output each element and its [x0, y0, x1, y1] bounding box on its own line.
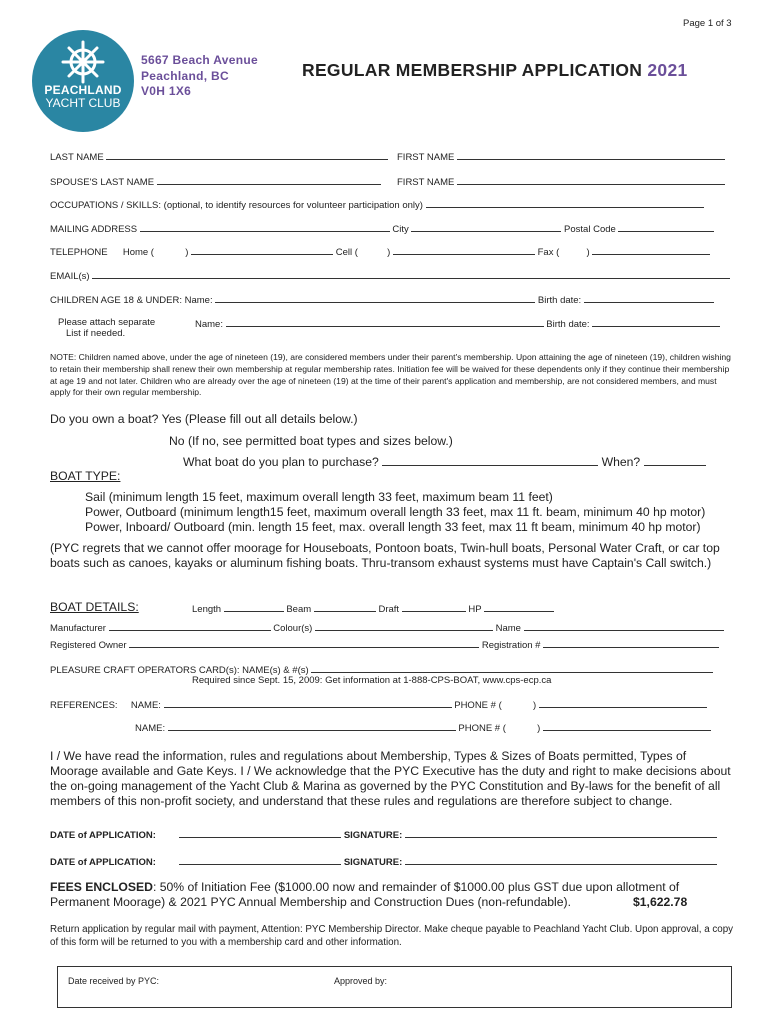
ref1-paren: ) [533, 700, 537, 711]
return-instructions: Return application by regular mail with payment, Attention: PYC Membership Director. Make cheque payable to Peachland Yacht Club. Upon approval, a copy of this form will be returned to you with a membership card and other information. [50, 924, 734, 948]
fax-field[interactable] [592, 245, 710, 255]
registered-owner-label: Registered Owner [50, 640, 127, 651]
postal-code-field[interactable] [618, 222, 714, 232]
club-logo [32, 30, 134, 132]
child2-birth-field[interactable] [592, 317, 720, 327]
own-boat-yes[interactable]: Yes (Please fill out all details below.) [161, 412, 358, 426]
attach-line1: Please attach separate [58, 317, 156, 328]
child1-birth-label: Birth date: [537, 295, 582, 306]
logo-text-line2: YACHT CLUB [45, 96, 121, 110]
ship-wheel-icon [32, 30, 134, 132]
cell-paren: ) [387, 247, 391, 258]
purchase-row [183, 455, 706, 469]
ref2-name-label: NAME: [135, 723, 166, 734]
child1-birth-field[interactable] [584, 293, 714, 303]
manufacturer-field[interactable] [109, 621, 271, 631]
boat-type-inboard[interactable]: Power, Inboard/ Outboard (min. length 15 feet, max. overall length 33 feet, max 11 ft beam, minimum 40 hp motor) [85, 520, 701, 534]
own-boat-question: Do you own a boat? [50, 412, 159, 426]
signing-row-2 [50, 855, 717, 868]
boat-details-heading: BOAT DETAILS: [50, 600, 139, 614]
mailing-address-label: MAILING ADDRESS [50, 224, 138, 235]
signing-row-1 [50, 828, 717, 841]
children-row-1 [50, 293, 714, 306]
ref2-phone-field[interactable] [543, 721, 711, 731]
ref1-name-label: NAME: [130, 700, 161, 711]
spouse-first-name-row [397, 175, 725, 188]
children-label: CHILDREN AGE 18 & UNDER: [50, 295, 182, 306]
hp-field[interactable] [484, 602, 554, 612]
colour-field[interactable] [315, 621, 493, 631]
spouse-row [50, 175, 381, 188]
colour-label: Colour(s) [273, 623, 313, 634]
children-row-2 [195, 317, 720, 330]
beam-label: Beam [286, 604, 312, 615]
email-field[interactable] [92, 269, 730, 279]
address-line2: Peachland, BC [141, 68, 229, 83]
last-name-field[interactable] [106, 150, 388, 160]
email-row [50, 269, 730, 282]
occupations-field[interactable] [426, 198, 704, 208]
draft-field[interactable] [402, 602, 466, 612]
purchase-label: What boat do you plan to purchase? [183, 455, 379, 469]
agreement-text: I / We have read the information, rules and regulations about Membership, Types & Sizes of Boats permitted, Types of Moorage available and Gate Keys. I / We acknowledge that the PYC Executive has the duty and right to make decisions about the on-going management of the Yacht Club & Marina as governed by the PYC Constitution and By-laws for the benefit of all members of this non-profit society, and understand that these rules and regulations are therefore subject to change. [50, 749, 731, 808]
pcoc-field[interactable] [311, 663, 713, 673]
last-name-row [50, 150, 388, 163]
signature1-field[interactable] [405, 828, 717, 838]
date1-field[interactable] [179, 828, 341, 838]
boat-type-sail[interactable]: Sail (minimum length 15 feet, maximum overall length 33 feet, maximum beam 11 feet) [85, 490, 553, 504]
spouse-first-name-label: FIRST NAME [397, 177, 455, 188]
fees-amount: $1,622.78 [633, 895, 688, 909]
child1-name-field[interactable] [215, 293, 535, 303]
title-year: 2021 [647, 60, 688, 80]
spouse-last-name-field[interactable] [157, 175, 381, 185]
attach-line2: List if needed. [66, 328, 126, 339]
owner-row [50, 638, 719, 651]
fees-label: FEES ENCLOSED [50, 880, 153, 894]
length-label: Length [192, 604, 222, 615]
boat-name-label: Name [495, 623, 521, 634]
when-field[interactable] [644, 456, 706, 466]
telephone-row [50, 245, 710, 258]
postal-code-label: Postal Code [564, 224, 616, 235]
reference-row-1 [50, 698, 707, 711]
own-boat-no[interactable]: No (If no, see permitted boat types and sizes below.) [169, 434, 453, 448]
first-name-row [397, 150, 725, 163]
boat-type-outboard[interactable]: Power, Outboard (minimum length15 feet, maximum overall length 33 feet, max 11 ft. beam, minimum 40 hp motor) [85, 505, 706, 519]
registered-owner-field[interactable] [129, 638, 479, 648]
boat-name-field[interactable] [524, 621, 724, 631]
signature1-label: SIGNATURE: [343, 830, 403, 841]
boat-type-heading: BOAT TYPE: [50, 469, 121, 483]
first-name-field[interactable] [457, 150, 725, 160]
purchase-field[interactable] [382, 456, 598, 466]
home-label: Home ( [122, 247, 154, 258]
draft-label: Draft [378, 604, 400, 615]
boat-regret-note: (PYC regrets that we cannot offer moorage for Houseboats, Pontoon boats, Twin-hull boats, Personal Water Craft, or car top boats such as canoes, kayaks or aluminum fishing boats. Thru-transom exhaust systems must have Captain's Call switch.) [50, 541, 720, 570]
approved-by-label: Approved by: [334, 976, 388, 986]
city-field[interactable] [411, 222, 561, 232]
mailing-row [50, 222, 714, 235]
page-title [302, 60, 688, 81]
date2-label: DATE of APPLICATION: [50, 857, 156, 868]
spouse-last-name-label: SPOUSE'S LAST NAME [50, 177, 155, 188]
child2-name-field[interactable] [226, 317, 544, 327]
first-name-label: FIRST NAME [397, 152, 455, 163]
manufacturer-row [50, 621, 724, 634]
signature2-field[interactable] [405, 855, 717, 865]
fax-label: Fax ( [537, 247, 560, 258]
dimensions-row [192, 602, 554, 615]
attach-note [58, 317, 155, 339]
child2-birth-label: Birth date: [546, 319, 590, 330]
fees-text1: : 50% of Initiation Fee ($1000.00 now and remainder of $1000.00 plus GST due upon allotment of [152, 880, 680, 894]
email-label: EMAIL(s) [50, 271, 90, 282]
title-text: REGULAR MEMBERSHIP APPLICATION [302, 60, 643, 80]
last-name-label: LAST NAME [50, 152, 104, 163]
fax-paren: ) [586, 247, 590, 258]
home-phone-field[interactable] [191, 245, 333, 255]
own-boat-row [50, 412, 358, 426]
page-number: Page 1 of 3 [683, 18, 732, 29]
date-received-label: Date received by PYC: [68, 976, 160, 986]
home-paren: ) [185, 247, 189, 258]
mailing-address-field[interactable] [140, 222, 390, 232]
telephone-label: TELEPHONE [50, 247, 108, 258]
address-line1: 5667 Beach Avenue [141, 53, 258, 67]
city-label: City [392, 224, 409, 235]
registration-label: Registration # [481, 640, 541, 651]
cell-label: Cell ( [335, 247, 358, 258]
pcoc-label: PLEASURE CRAFT OPERATORS CARD(s): NAME(s) & #(s) [50, 665, 309, 676]
ref2-paren: ) [537, 723, 541, 734]
fees-line2: Permanent Moorage) & 2021 PYC Annual Membership and Construction Dues (non-refundable). [50, 895, 571, 909]
registration-field[interactable] [543, 638, 719, 648]
ref1-phone-label: PHONE # ( [454, 700, 502, 711]
children-note: NOTE: Children named above, under the age of nineteen (19), are considered members under their parent's membership. Upon attaining the age of nineteen (19), children wishing to retain their membership shall renew their own membership at regular membership rates. Initiation fee will be waived for these dependents only if they continue their membership at age 19 and not later. Children who are already over the age of nineteen (19) at the time of their parent's application and membership, are not considered members, and must apply for their own regular membership. [50, 352, 731, 398]
pcoc-note: Required since Sept. 15, 2009: Get information at 1-888-CPS-BOAT, www.cps-ecp.ca [192, 675, 552, 686]
signature2-label: SIGNATURE: [343, 857, 403, 868]
ref2-phone-label: PHONE # ( [458, 723, 506, 734]
office-use-box [57, 966, 732, 1008]
date1-label: DATE of APPLICATION: [50, 830, 156, 841]
spouse-first-name-field[interactable] [457, 175, 725, 185]
club-address [141, 53, 258, 100]
address-line3: V0H 1X6 [141, 84, 192, 98]
length-field[interactable] [224, 602, 284, 612]
reference-row-2 [135, 721, 711, 734]
beam-field[interactable] [314, 602, 376, 612]
occupations-label: OCCUPATIONS / SKILLS: (optional, to identify resources for volunteer participation only) [50, 200, 423, 211]
cell-phone-field[interactable] [393, 245, 535, 255]
ref1-phone-field[interactable] [539, 698, 707, 708]
ref1-name-field[interactable] [164, 698, 452, 708]
fees-line1 [50, 880, 679, 894]
references-label: REFERENCES: [50, 700, 118, 711]
when-label: When? [601, 455, 641, 469]
child2-name-label: Name: [195, 319, 223, 330]
logo-text-line1: PEACHLAND [44, 83, 122, 97]
child1-name-label: Name: [184, 295, 213, 306]
occupations-row [50, 198, 704, 211]
manufacturer-label: Manufacturer [50, 623, 106, 634]
date2-field[interactable] [179, 855, 341, 865]
ref2-name-field[interactable] [168, 721, 456, 731]
hp-label: HP [468, 604, 482, 615]
